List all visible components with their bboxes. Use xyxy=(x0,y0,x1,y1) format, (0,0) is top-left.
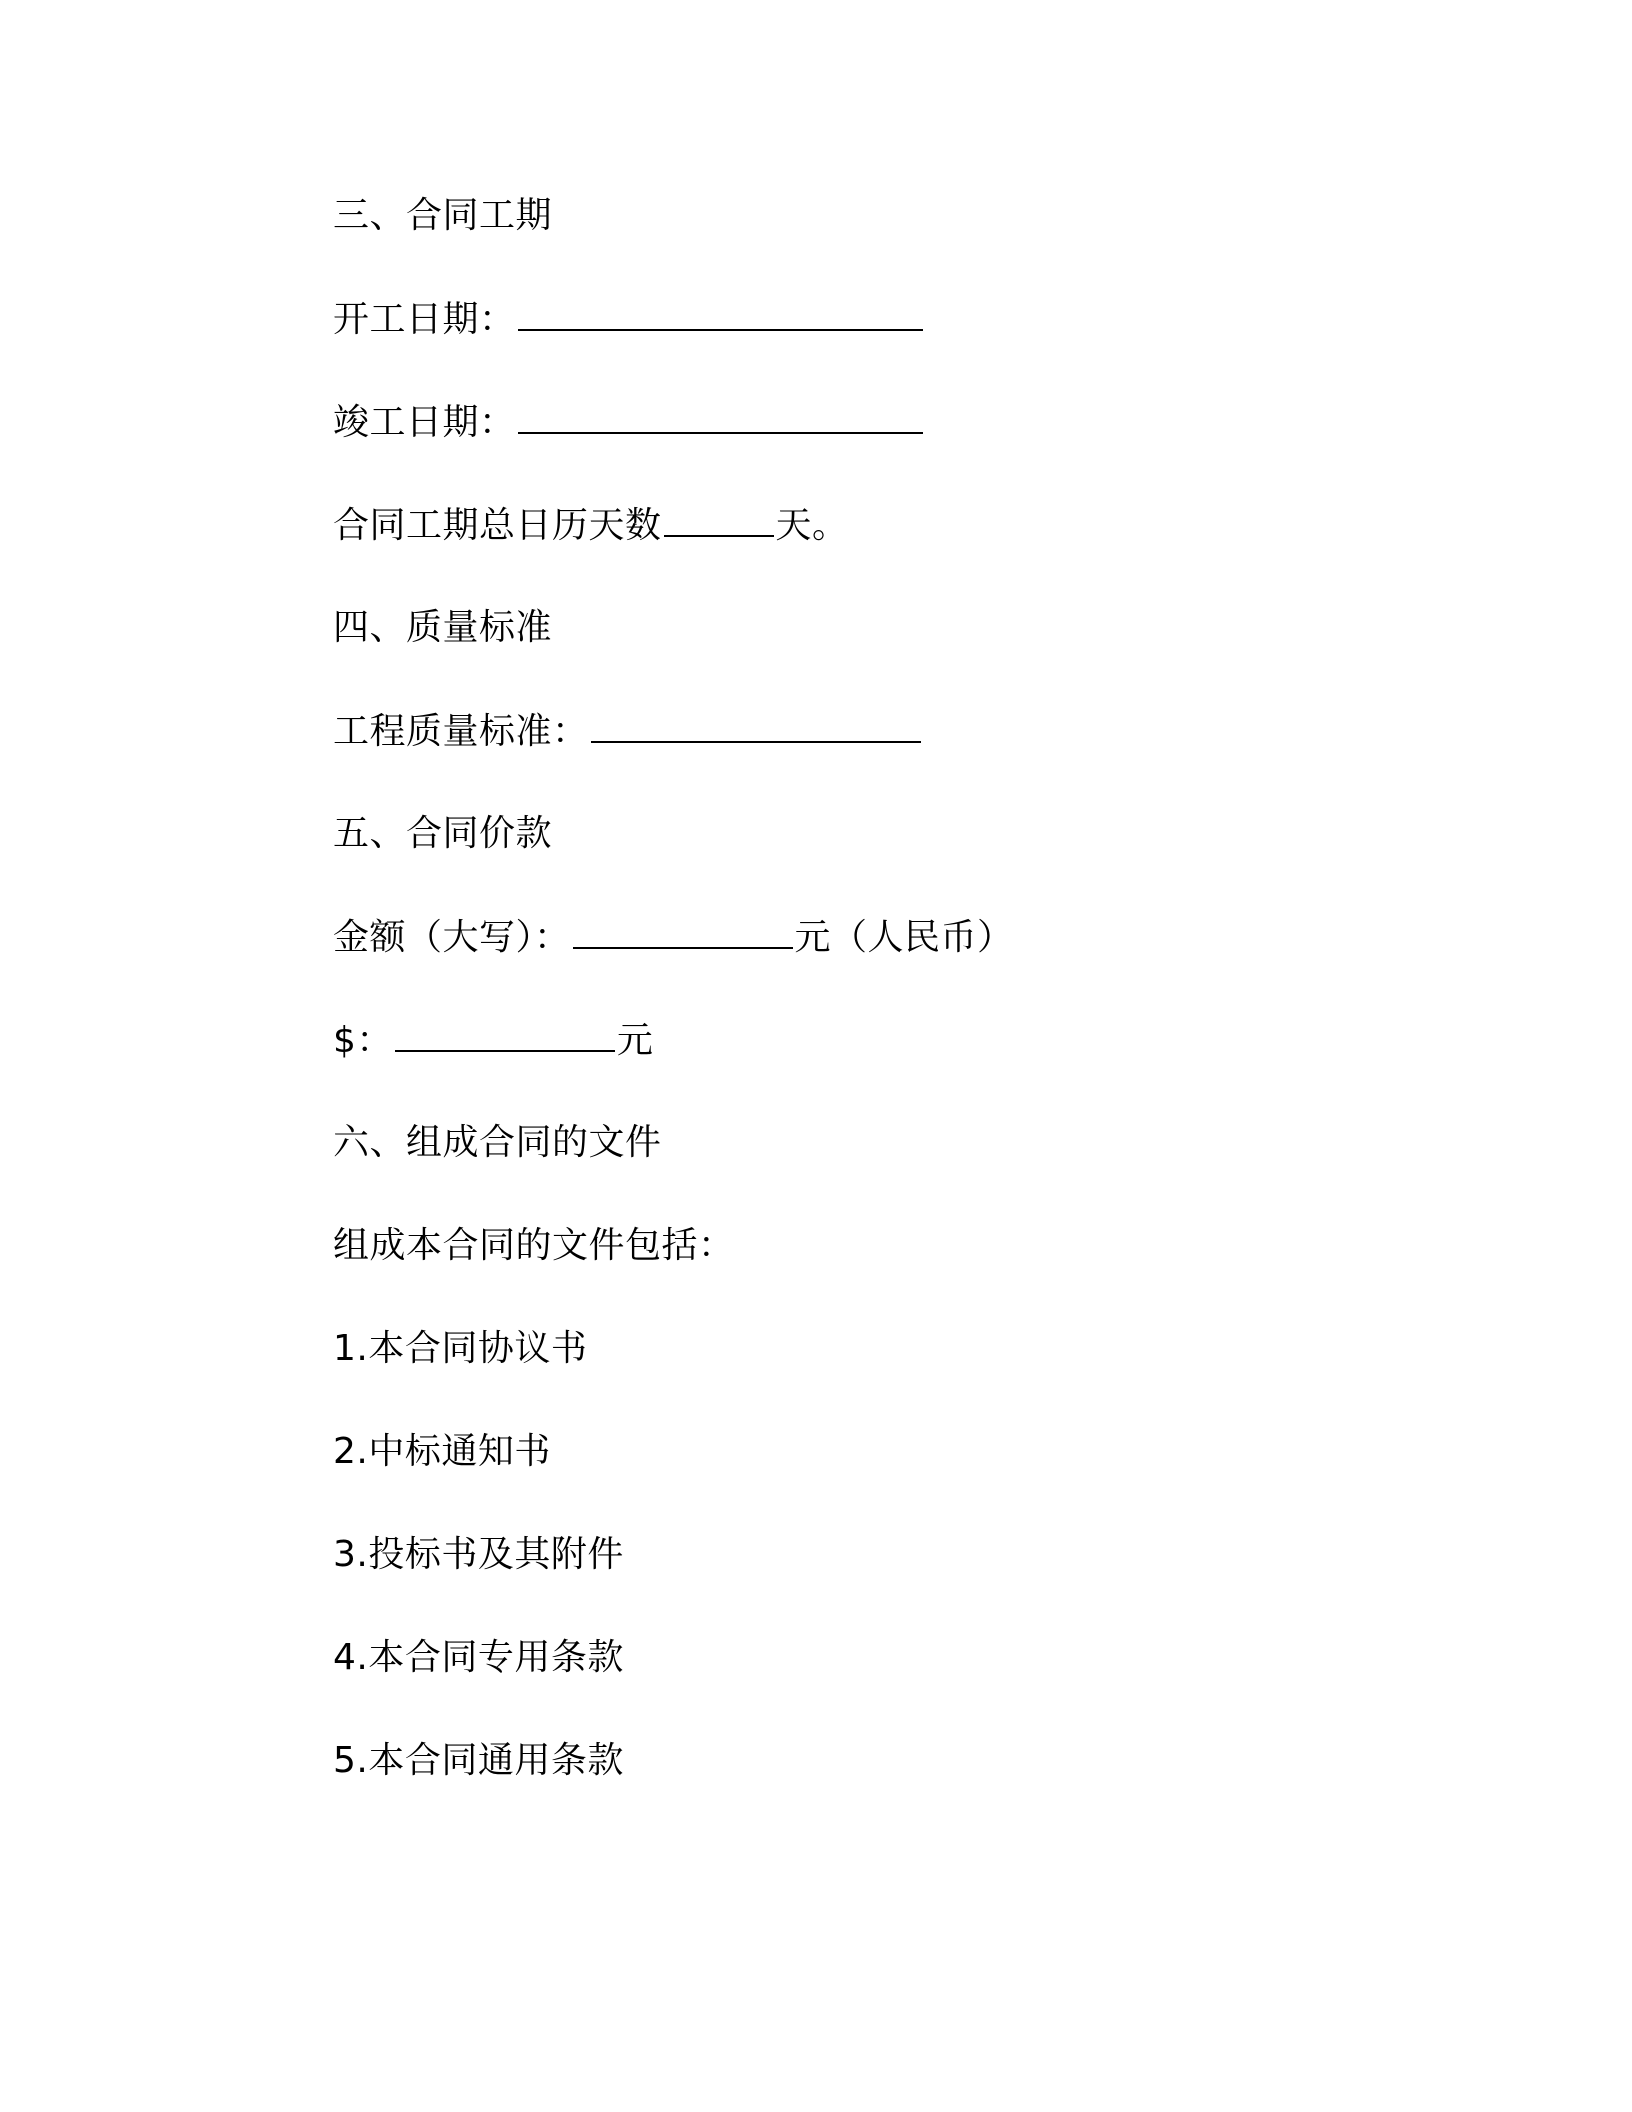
total-days-blank[interactable] xyxy=(664,501,774,537)
amount-numeric-blank[interactable] xyxy=(395,1016,615,1052)
start-date-blank[interactable] xyxy=(518,295,923,331)
total-days-row xyxy=(333,501,849,549)
start-date-label: 开工日期： xyxy=(333,299,516,340)
quality-standard-row xyxy=(333,707,923,755)
amount-words-suffix: 元（人民币） xyxy=(794,917,1014,958)
section-heading-price: 五、合同价款 xyxy=(333,813,553,854)
amount-words-blank[interactable] xyxy=(573,913,793,949)
amount-numeric-suffix: 元 xyxy=(616,1020,654,1061)
completion-date-blank[interactable] xyxy=(518,398,923,434)
total-days-suffix: 天。 xyxy=(775,505,849,546)
list-item: 3.投标书及其附件 xyxy=(333,1534,624,1575)
total-days-prefix: 合同工期总日历天数 xyxy=(333,505,662,546)
list-item: 5.本合同通用条款 xyxy=(333,1740,624,1781)
section-heading-quality: 四、质量标准 xyxy=(333,607,553,648)
amount-words-label: 金额（大写）： xyxy=(333,917,571,958)
amount-words-row xyxy=(333,913,1014,961)
start-date-row xyxy=(333,295,925,343)
quality-standard-label: 工程质量标准： xyxy=(333,711,589,752)
completion-date-label: 竣工日期： xyxy=(333,402,516,443)
list-item: 1.本合同协议书 xyxy=(333,1328,588,1369)
section-heading-duration: 三、合同工期 xyxy=(333,195,553,236)
completion-date-row xyxy=(333,398,925,446)
list-item: 4.本合同专用条款 xyxy=(333,1637,624,1678)
documents-intro: 组成本合同的文件包括： xyxy=(333,1225,735,1266)
amount-numeric-label: $： xyxy=(333,1020,393,1061)
amount-numeric-row xyxy=(333,1016,653,1064)
quality-standard-blank[interactable] xyxy=(591,707,921,743)
section-heading-documents: 六、组成合同的文件 xyxy=(333,1122,662,1163)
list-item: 2.中标通知书 xyxy=(333,1431,551,1472)
